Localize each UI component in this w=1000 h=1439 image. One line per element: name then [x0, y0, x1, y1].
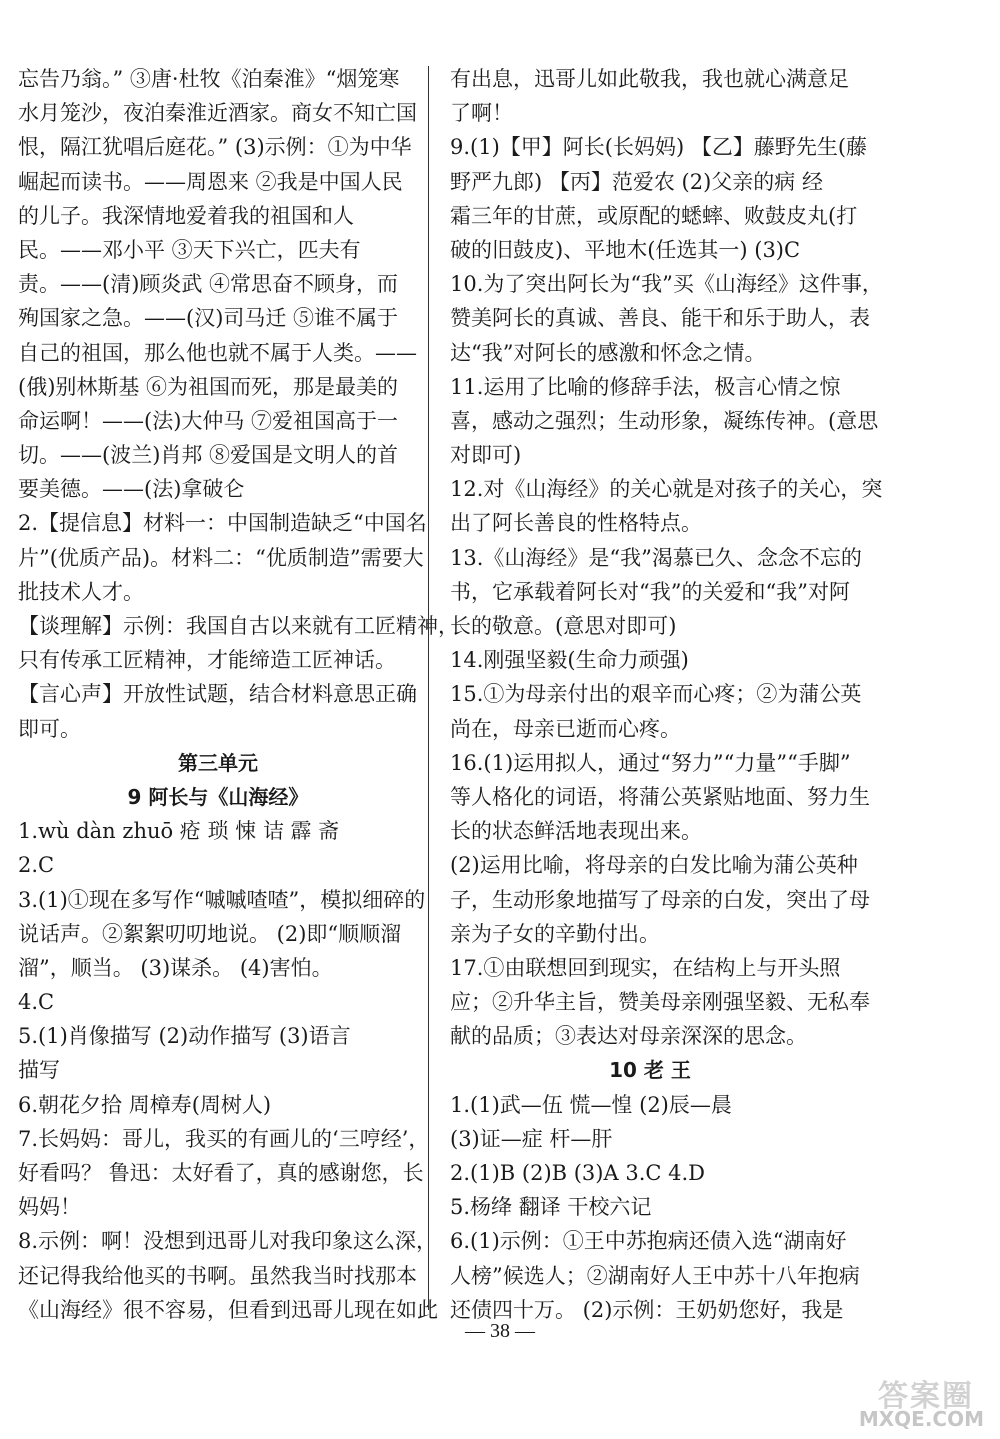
text-line: 溜”，顺当。 (3)谋杀。 (4)害怕。: [18, 955, 333, 980]
text-line: 水月笼沙，夜泊秦淮近酒家。商女不知亡国: [18, 101, 417, 126]
text-line: 人榜”候选人；②湖南好人王中苏十八年抱病: [450, 1263, 860, 1288]
text-line: 野严九郎) 【丙】范爱农 (2)父亲的病 经: [450, 169, 823, 194]
text-line: 切。——(波兰)肖邦 ⑧爱国是文明人的首: [18, 443, 399, 468]
right-column: [450, 62, 883, 1327]
text-line: 3.(1)①现在多写作“嘁嘁喳喳”，模拟细碎的: [18, 887, 426, 912]
text-line: 只有传承工匠精神，才能缔造工匠神话。: [18, 648, 396, 673]
text-line: 崛起而读书。——周恩来 ②我是中国人民: [18, 169, 403, 194]
text-line: 11.运用了比喻的修辞手法，极言心情之惊: [450, 374, 841, 399]
text-line: 民。——邓小平 ③天下兴亡，匹夫有: [18, 237, 361, 262]
text-line: 说话声。②絮絮叨叨地说。 (2)即“顺顺溜: [18, 921, 402, 946]
lesson-heading: 10 老 王: [609, 1058, 691, 1083]
text-line: 出了阿长善良的性格特点。: [450, 511, 702, 536]
text-line: 12.对《山海经》的关心就是对孩子的关心，突: [450, 477, 883, 502]
text-line: 片”(优质产品)。材料二：“优质制造”需要大: [18, 545, 424, 570]
text-line: 2.【提信息】材料一：中国制造缺乏“中国名: [18, 511, 427, 536]
text-line: 殉国家之急。——(汉)司马迁 ⑤谁不属于: [18, 306, 399, 331]
text-line: 亲为子女的辛勤付出。: [450, 921, 660, 946]
text-line: 破的旧鼓皮)、平地木(任选其一) (3)C: [450, 237, 801, 262]
text-line: 6.(1)示例：①王中苏抱病还债入选“湖南好: [450, 1229, 847, 1254]
watermark-logo: [834, 1371, 984, 1431]
text-line: 9.(1)【甲】阿长(长妈妈) 【乙】藤野先生(藤: [450, 135, 868, 160]
text-line: 好看吗？ 鲁迅：太好看了，真的感谢您，长: [18, 1161, 424, 1185]
text-line: 有出息，迅哥儿如此敬我，我也就心满意足: [450, 67, 849, 91]
unit-heading: 第三单元: [178, 750, 258, 775]
text-line: 喜，感动之强烈；生动形象，凝练传神。(意思: [450, 408, 879, 433]
text-line: 了啊！: [450, 101, 513, 126]
text-line: 还债四十万。 (2)示例：王奶奶您好，我是: [450, 1297, 844, 1322]
text-line: 16.(1)运用拟人，通过“努力”“力量”“手脚”: [450, 750, 851, 775]
text-line: 达“我”对阿长的感激和怀念之情。: [450, 340, 766, 365]
text-line: 14.刚强坚毅(生命力顽强): [450, 648, 689, 673]
text-line: (2)运用比喻，将母亲的白发比喻为蒲公英种: [450, 853, 858, 878]
watermark-url: MXQE.COM: [858, 1407, 984, 1431]
lesson-heading: 9 阿长与《山海经》: [127, 784, 309, 809]
text-line: 2.C: [18, 853, 55, 878]
text-line: 6.朝花夕拾 周樟寿(周树人): [18, 1092, 272, 1117]
text-line: 等人格化的词语，将蒲公英紧贴地面、努力生: [450, 784, 870, 809]
text-line: 对即可): [450, 443, 522, 468]
text-line: 【谈理解】示例：我国自古以来就有工匠精神，: [18, 614, 459, 638]
text-line: 17.①由联想回到现实，在结构上与开头照: [450, 955, 841, 980]
text-line: 献的品质；③表达对母亲深深的思念。: [450, 1024, 807, 1049]
text-line: 《山海经》很不容易，但看到迅哥儿现在如此: [18, 1297, 438, 1322]
text-line: 书，它承载着阿长对“我”的关爱和“我”对阿: [450, 579, 850, 604]
text-line: 的儿子。我深情地爱着我的祖国和人: [18, 203, 354, 228]
text-line: 7.长妈妈：哥儿，我买的有画儿的‘三哼经’，: [18, 1126, 430, 1151]
text-line: 【言心声】开放性试题，结合材料意思正确: [18, 682, 417, 707]
column-divider: [428, 66, 429, 1310]
text-line: 1.wù dàn zhuō 疮 琐 悚 诘 霹 斋: [18, 819, 340, 844]
text-line: 即可。: [18, 716, 81, 741]
text-line: 批技术人才。: [18, 579, 144, 604]
text-line: 13.《山海经》是“我”渴慕已久、念念不忘的: [450, 545, 862, 570]
text-line: 自己的祖国，那么他也就不属于人类。——: [18, 340, 417, 365]
text-line: 应；②升华主旨，赞美母亲刚强坚毅、无私奉: [450, 990, 870, 1015]
text-line: 妈妈！: [18, 1195, 81, 1220]
text-line: 赞美阿长的真诚、善良、能干和乐于助人，表: [450, 306, 870, 331]
text-line: 长的敬意。(意思对即可): [450, 614, 677, 638]
text-line: 子，生动形象地描写了母亲的白发，突出了母: [450, 887, 870, 912]
text-line: 命运啊！——(法)大仲马 ⑦爱祖国高于一: [18, 408, 399, 433]
left-column: [18, 62, 459, 1327]
text-line: 8.示例：啊！没想到迅哥儿对我印象这么深，: [18, 1229, 438, 1254]
text-line: 责。——(清)顾炎武 ④常思奋不顾身，而: [18, 272, 399, 297]
page-number-value: 38: [490, 1320, 510, 1342]
text-line: 忘告乃翁。” ③唐·杜牧《泊秦淮》“烟笼寒: [18, 67, 400, 91]
text-line: (3)证—症 杆—肝: [450, 1126, 613, 1151]
text-line: 2.(1)B (2)B (3)A 3.C 4.D: [450, 1161, 705, 1185]
text-line: 5.(1)肖像描写 (2)动作描写 (3)语言: [18, 1024, 351, 1049]
text-line: 5.杨绛 翻译 干校六记: [450, 1195, 652, 1220]
text-line: 尚在，母亲已逝而心疼。: [450, 716, 681, 741]
text-line: 4.C: [18, 990, 55, 1015]
page-number: — 38 —: [465, 1320, 535, 1342]
text-line: 要美德。——(法)拿破仑: [18, 477, 245, 502]
text-line: 描写: [18, 1058, 60, 1083]
watermark-title: 答案圈: [878, 1379, 974, 1414]
text-line: 恨，隔江犹唱后庭花。” (3)示例：①为中华: [18, 135, 412, 160]
text-line: 霜三年的甘蔗，或原配的蟋蟀、败鼓皮丸(打: [450, 203, 858, 228]
text-line: 还记得我给他买的书啊。虽然我当时找那本: [18, 1263, 417, 1288]
text-line: 长的状态鲜活地表现出来。: [450, 819, 702, 844]
text-line: 10.为了突出阿长为“我”买《山海经》这件事，: [450, 272, 883, 297]
text-line: 1.(1)武—伍 慌—惶 (2)辰—晨: [450, 1092, 732, 1117]
text-line: 15.①为母亲付出的艰辛而心疼；②为蒲公英: [450, 682, 862, 707]
text-line: (俄)别林斯基 ⑥为祖国而死，那是最美的: [18, 374, 399, 399]
